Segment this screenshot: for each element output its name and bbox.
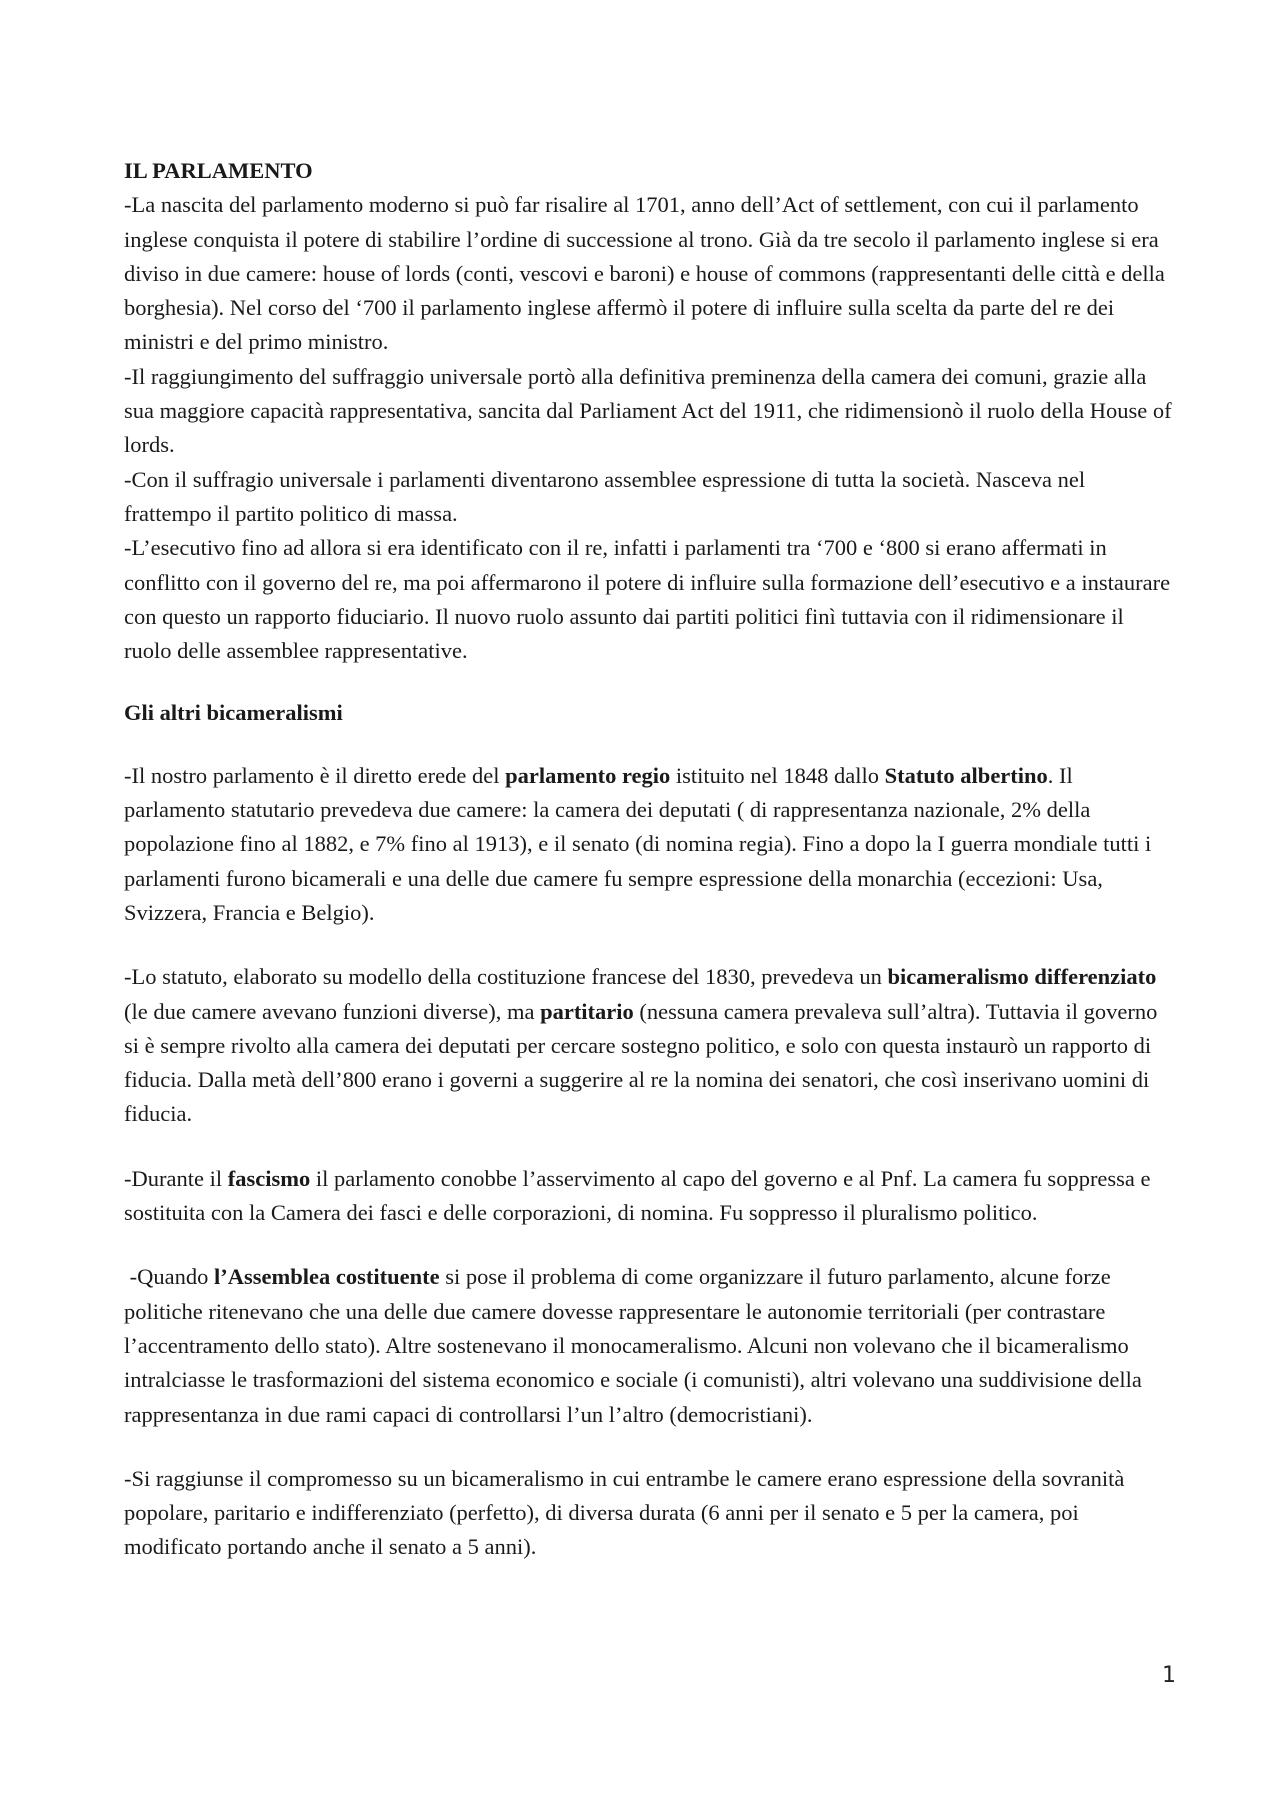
document-body: [124, 154, 1176, 1565]
paragraph-compromesso: -Si raggiunse il compromesso su un bicameralismo in cui entrambe le camere erano espressione della sovranità popolare, paritario e indifferenziato (perfetto), di diversa durata (6 anni per il senato e 5 per la camera, poi modificato portando anche il senato a 5 anni).: [124, 1465, 1125, 1560]
bold-fascismo: fascismo: [227, 1165, 311, 1191]
intro-paragraph-3: -Con il suffragio universale i parlamenti diventarono assemblee espressione di tutta la società. Nasceva nel frattempo il partito politico di massa.: [124, 466, 1086, 526]
page-number: 1: [1162, 1663, 1176, 1688]
section-heading: Gli altri bicameralismi: [124, 700, 343, 726]
bold-partitario: partitario: [540, 998, 634, 1024]
paragraph-assemblea-costituente: -Quando l’Assemblea costituente si pose il problema di come organizzare il futuro parlamento, alcune forze politiche ritenevano che una delle due camere dovesse rappresentare le autonomie territoriali (per contrastare l’accentramento dello stato). Altre sostenevano il monocameralismo. Alcuni non volevano che il bicameralismo intralciasse le trasformazioni del sistema economico e sociale (i comunisti), altri volevano una suddivisione della rappresentanza in due rami capaci di controllarsi l’un l’altro (democristiani).: [124, 1264, 1142, 1427]
paragraph-fascismo: -Durante il fascismo il parlamento conobbe l’asservimento al capo del governo e al Pnf. La camera fu soppressa e sostituita con la Camera dei fasci e delle corporazioni, di nomina. Fu soppresso il pluralismo politico.: [124, 1165, 1151, 1226]
paragraph-statuto: -Lo statuto, elaborato su modello della costituzione francese del 1830, prevedeva un bicameralismo differenziato (le due camere avevano funzioni diverse), ma partitario (nessuna camera prevaleva sull’altra). Tuttavia il governo si è sempre rivolto alla camera dei deputati per cercare sostegno politico, e solo con questa instaurò un rapporto di fiducia. Dalla metà dell’800 erano i governi a suggerire al re la nomina dei senatori, che così inserivano uomini di fiducia.: [124, 964, 1158, 1127]
paragraph-parlamento-regio: -Il nostro parlamento è il diretto erede del parlamento regio istituito nel 1848 dallo Statuto albertino. Il parlamento statutario prevedeva due camere: la camera dei deputati ( di rappresentanza nazionale, 2% della popolazione fino al 1882, e 7% fino al 1913), e il senato (di nomina regia). Fino a dopo la I guerra mondiale tutti i parlamenti furono bicamerali e una delle due camere fu sempre espressione della monarchia (eccezioni: Usa, Svizzera, Francia e Belgio).: [124, 762, 1152, 925]
bold-assemblea-costituente: l’Assemblea costituente: [213, 1264, 440, 1290]
bold-statuto-albertino: Statuto albertino: [884, 762, 1048, 788]
intro-paragraph-2: -Il raggiungimento del suffraggio universale portò alla definitiva preminenza della camera dei comuni, grazie alla sua maggiore capacità rappresentativa, sancita dal Parliament Act del 1911, che ridimensionò il ruolo della House of lords.: [124, 363, 1172, 458]
bold-parlamento-regio: parlamento regio: [505, 762, 671, 788]
intro-paragraph-4: -L’esecutivo fino ad allora si era identificato con il re, infatti i parlamenti tra ‘700 e ‘800 si erano affermati in conflitto con il governo del re, ma poi affermarono il potere di influire sulla formazione dell’esecutivo e a instaurare con questo un rapporto fiduciario. Il nuovo ruolo assunto dai partiti politici finì tuttavia con il ridimensionare il ruolo delle assemblee rappresentative.: [124, 535, 1171, 664]
document-title: IL PARLAMENTO: [124, 158, 313, 183]
bold-bicameralismo-differenziato: bicameralismo differenziato: [887, 964, 1157, 990]
intro-paragraph-1: -La nascita del parlamento moderno si può far risalire al 1701, anno dell’Act of settlement, con cui il parlamento inglese conquista il potere di stabilire l’ordine di successione al trono. Già da tre secolo il parlamento inglese si era diviso in due camere: house of lords (conti, vescovi e baroni) e house of commons (rappresentanti delle città e della borghesia). Nel corso del ‘700 il parlamento inglese affermò il potere di influire sulla scelta da parte del re dei ministri e del primo ministro.: [124, 192, 1165, 355]
